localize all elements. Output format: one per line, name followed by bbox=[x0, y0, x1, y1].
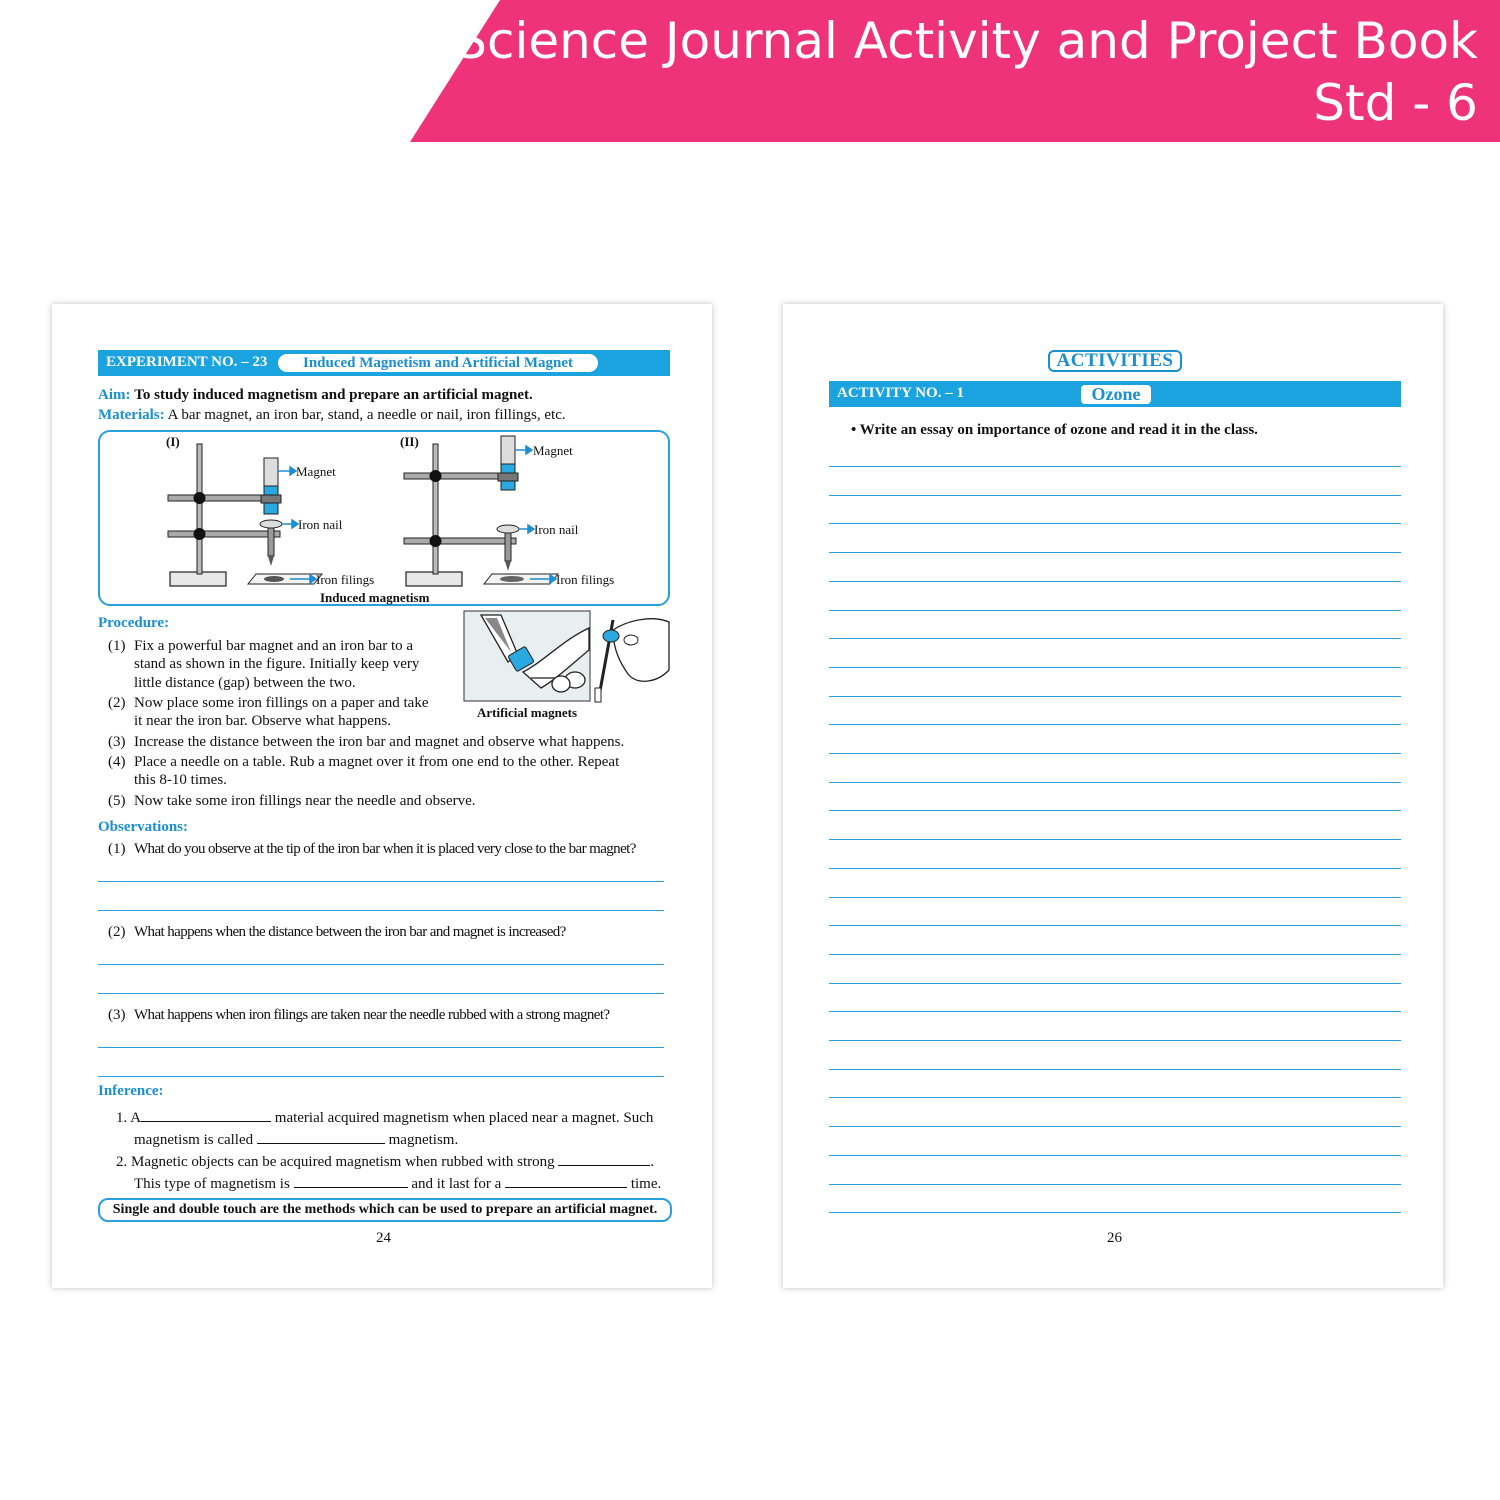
experiment-title: Induced Magnetism and Artificial Magnet bbox=[278, 354, 598, 372]
figure-label-2: (II) bbox=[400, 434, 419, 449]
observations-heading: Observations: bbox=[98, 819, 188, 835]
writing-line[interactable] bbox=[829, 696, 1401, 697]
writing-line[interactable] bbox=[829, 1011, 1401, 1012]
inference-1-text-d: magnetism. bbox=[388, 1132, 459, 1148]
question-1-text: What do you observe at the tip of the iron bar when it is placed very close to the bar magnet? bbox=[134, 841, 636, 857]
procedure-2-line-1: Now place some iron fillings on a paper and take bbox=[134, 695, 429, 711]
writing-line[interactable] bbox=[829, 638, 1401, 639]
page-26 bbox=[783, 304, 1443, 1288]
procedure-1-line-3: little distance (gap) between the two. bbox=[134, 675, 356, 691]
procedure-2-number: (2) bbox=[108, 695, 126, 711]
writing-line[interactable] bbox=[829, 523, 1401, 524]
answer-line[interactable] bbox=[98, 881, 664, 882]
inference-1-text-a: A bbox=[130, 1110, 142, 1126]
writing-line[interactable] bbox=[829, 1126, 1401, 1127]
procedure-3-number: (3) bbox=[108, 734, 126, 750]
writing-line[interactable] bbox=[829, 1069, 1401, 1070]
procedure-5-number: (5) bbox=[108, 793, 126, 809]
activity-task-text: Write an essay on importance of ozone and read it in the class. bbox=[859, 422, 1258, 438]
writing-line[interactable] bbox=[829, 1212, 1401, 1213]
activity-number: ACTIVITY NO. – 1 bbox=[837, 385, 964, 401]
writing-line[interactable] bbox=[829, 897, 1401, 898]
procedure-4-number: (4) bbox=[108, 754, 126, 770]
experiment-header bbox=[98, 350, 670, 376]
fill-in-blank[interactable] bbox=[558, 1151, 650, 1166]
figure-caption: Induced magnetism bbox=[320, 590, 430, 605]
writing-line[interactable] bbox=[829, 1040, 1401, 1041]
inference-heading: Inference: bbox=[98, 1083, 164, 1099]
tip-note: Single and double touch are the methods which can be used to prepare an artificial magnet. bbox=[98, 1198, 672, 1222]
inference-1-text-c: magnetism is called bbox=[134, 1132, 254, 1148]
fill-in-blank[interactable] bbox=[294, 1173, 408, 1188]
figure-magnet-label-2: Magnet bbox=[533, 443, 573, 458]
writing-line[interactable] bbox=[829, 1184, 1401, 1185]
inference-2-text-d: and it last for a bbox=[411, 1176, 502, 1192]
procedure-2-line-2: it near the iron bar. Observe what happens. bbox=[134, 713, 391, 729]
writing-line[interactable] bbox=[829, 495, 1401, 496]
activity-header bbox=[829, 381, 1401, 407]
materials-line bbox=[98, 406, 566, 424]
banner-title: Science Journal Activity and Project Book bbox=[455, 12, 1478, 70]
page-number-right: 26 bbox=[1107, 1230, 1122, 1246]
page-number-left: 24 bbox=[376, 1230, 391, 1246]
procedure-3-line-1: Increase the distance between the iron bar and magnet and observe what happens. bbox=[134, 734, 625, 750]
question-2-text: What happens when the distance between the iron bar and magnet is increased? bbox=[134, 924, 566, 940]
writing-line[interactable] bbox=[829, 466, 1401, 467]
banner-standard: Std - 6 bbox=[1313, 74, 1478, 132]
inference-1-number: 1. bbox=[116, 1110, 128, 1126]
question-3-number: (3) bbox=[108, 1007, 126, 1023]
writing-line[interactable] bbox=[829, 667, 1401, 668]
fill-in-blank[interactable] bbox=[257, 1129, 385, 1144]
figure-iron-filings-label-1: Iron filings bbox=[316, 572, 375, 587]
procedure-1-line-1: Fix a powerful bar magnet and an iron bar to a bbox=[134, 638, 414, 654]
question-1-number: (1) bbox=[108, 841, 126, 857]
procedure-1-line-2: stand as shown in the figure. Initially keep very bbox=[134, 656, 420, 672]
writing-line[interactable] bbox=[829, 983, 1401, 984]
page-24 bbox=[52, 304, 712, 1288]
procedure-heading: Procedure: bbox=[98, 615, 170, 631]
writing-line[interactable] bbox=[829, 724, 1401, 725]
procedure-1-number: (1) bbox=[108, 638, 126, 654]
fill-in-blank[interactable] bbox=[505, 1173, 627, 1188]
procedure-5-line-1: Now take some iron fillings near the needle and observe. bbox=[134, 793, 476, 809]
inference-2-number: 2. bbox=[116, 1154, 128, 1170]
induced-magnetism-figure bbox=[98, 430, 670, 606]
inference-2-text-e: time. bbox=[630, 1176, 662, 1192]
procedure-4-line-2: this 8-10 times. bbox=[134, 772, 227, 788]
answer-line[interactable] bbox=[98, 964, 664, 965]
figure-magnet-label-1: Magnet bbox=[296, 464, 336, 479]
answer-line[interactable] bbox=[98, 910, 664, 911]
experiment-number: EXPERIMENT NO. – 23 bbox=[106, 354, 268, 370]
question-2-number: (2) bbox=[108, 924, 126, 940]
writing-line[interactable] bbox=[829, 610, 1401, 611]
aim-text: To study induced magnetism and prepare an artificial magnet. bbox=[134, 387, 533, 403]
activity-title: Ozone bbox=[1081, 385, 1151, 404]
artificial-magnets-caption: Artificial magnets bbox=[477, 705, 578, 720]
activities-title: ACTIVITIES bbox=[1048, 350, 1182, 372]
inference-2-line-2 bbox=[134, 1173, 661, 1193]
figure-iron-nail-label-2: Iron nail bbox=[534, 522, 579, 537]
aim-label: Aim: bbox=[98, 387, 131, 403]
writing-line[interactable] bbox=[829, 810, 1401, 811]
figure-iron-filings-label-2: Iron filings bbox=[556, 572, 615, 587]
writing-line[interactable] bbox=[829, 581, 1401, 582]
answer-line[interactable] bbox=[98, 1076, 664, 1077]
figure-label-1: (I) bbox=[166, 434, 180, 449]
bullet-icon: • bbox=[851, 422, 857, 438]
inference-2-text-a: Magnetic objects can be acquired magnetism when rubbed with strong bbox=[131, 1154, 555, 1170]
inference-1-line-1 bbox=[116, 1107, 653, 1127]
materials-label: Materials: bbox=[98, 407, 165, 423]
figure-iron-nail-label-1: Iron nail bbox=[298, 517, 343, 532]
aim-line bbox=[98, 386, 533, 404]
inference-2-text-c: This type of magnetism is bbox=[134, 1176, 290, 1192]
writing-line[interactable] bbox=[829, 954, 1401, 955]
inference-1-line-2 bbox=[134, 1129, 458, 1149]
answer-line[interactable] bbox=[98, 993, 664, 994]
answer-line[interactable] bbox=[98, 1047, 664, 1048]
writing-line[interactable] bbox=[829, 839, 1401, 840]
writing-line[interactable] bbox=[829, 552, 1401, 553]
inference-2-text-b: . bbox=[650, 1154, 655, 1170]
inference-2-line-1 bbox=[116, 1151, 654, 1171]
writing-line[interactable] bbox=[829, 753, 1401, 754]
inference-1-text-b: material acquired magnetism when placed near a magnet. Such bbox=[274, 1110, 654, 1126]
activity-task bbox=[851, 421, 1258, 439]
question-3-text: What happens when iron filings are taken near the needle rubbed with a strong magnet? bbox=[134, 1007, 610, 1023]
fill-in-blank[interactable] bbox=[141, 1107, 271, 1122]
writing-line[interactable] bbox=[829, 1097, 1401, 1098]
artificial-magnets-drawing bbox=[463, 610, 671, 706]
materials-text: A bar magnet, an iron bar, stand, a needle or nail, iron fillings, etc. bbox=[167, 407, 566, 423]
procedure-4-line-1: Place a needle on a table. Rub a magnet over it from one end to the other. Repeat bbox=[134, 754, 620, 770]
writing-line[interactable] bbox=[829, 868, 1401, 869]
title-banner bbox=[0, 0, 1500, 142]
writing-line[interactable] bbox=[829, 925, 1401, 926]
writing-line[interactable] bbox=[829, 1155, 1401, 1156]
writing-line[interactable] bbox=[829, 782, 1401, 783]
